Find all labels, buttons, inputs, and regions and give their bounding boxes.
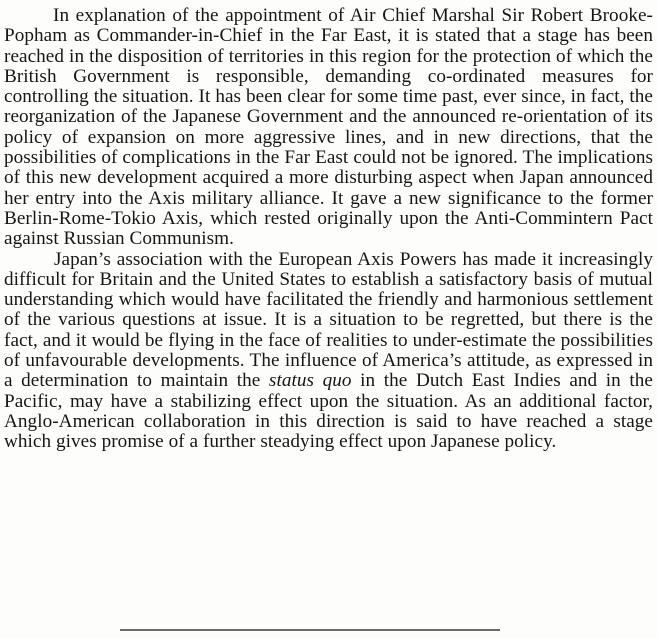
paragraph-1: In explanation of the appointment of Air Chief Marshal Sir Robert Brooke-Popham as Commander-in-Chief in the Far East, it is stated that a stage has been reached in the disposition of territories in this region for the protection of which the British Government is responsible, demanding co-ordinated measures for controlling the situation. It has been clear for some time past, ever since, in fact, the reorganization of the Japanese Government and the announced re-orientation of its policy of expansion on more aggressive lines, and in new directions, that the possibilities of complications in the Far East could not be ignored. The implications of this new development acquired a more disturbing aspect when Japan announced her entry into the Axis military alliance. It gave a new significance to the former Berlin-Rome-Tokio Axis, which rested originally upon the Anti-Commintern Pact against Russian Communism.: [4, 5, 653, 250]
article-body: [4, 6, 653, 453]
bottom-rule: [120, 629, 500, 631]
paragraph-2-text-end: in the Dutch East Indies and in the Pacific, may have a stabilizing effect upon the situation. As an additional factor, Anglo-American collaboration in this direction is said to have reached a stage which gives promise of a further steadying effect upon Japanese policy.: [4, 370, 653, 453]
paragraph-2: [4, 250, 653, 453]
paragraph-2-text-start: Japan’s association with the European Axis Powers has made it increasingly difficult for Britain and the United States to establish a satisfactory basis of mutual understanding which would have facilitated the friendly and harmonious settlement of the various questions at issue. It is a situation to be regretted, but there is the fact, and it would be flying in the face of realities to under-estimate the possibilities of unfavourable developments. The influence of America’s attitude, as expressed in a determination to maintain the: [4, 248, 653, 392]
status-quo-italic: status quo: [268, 370, 352, 392]
